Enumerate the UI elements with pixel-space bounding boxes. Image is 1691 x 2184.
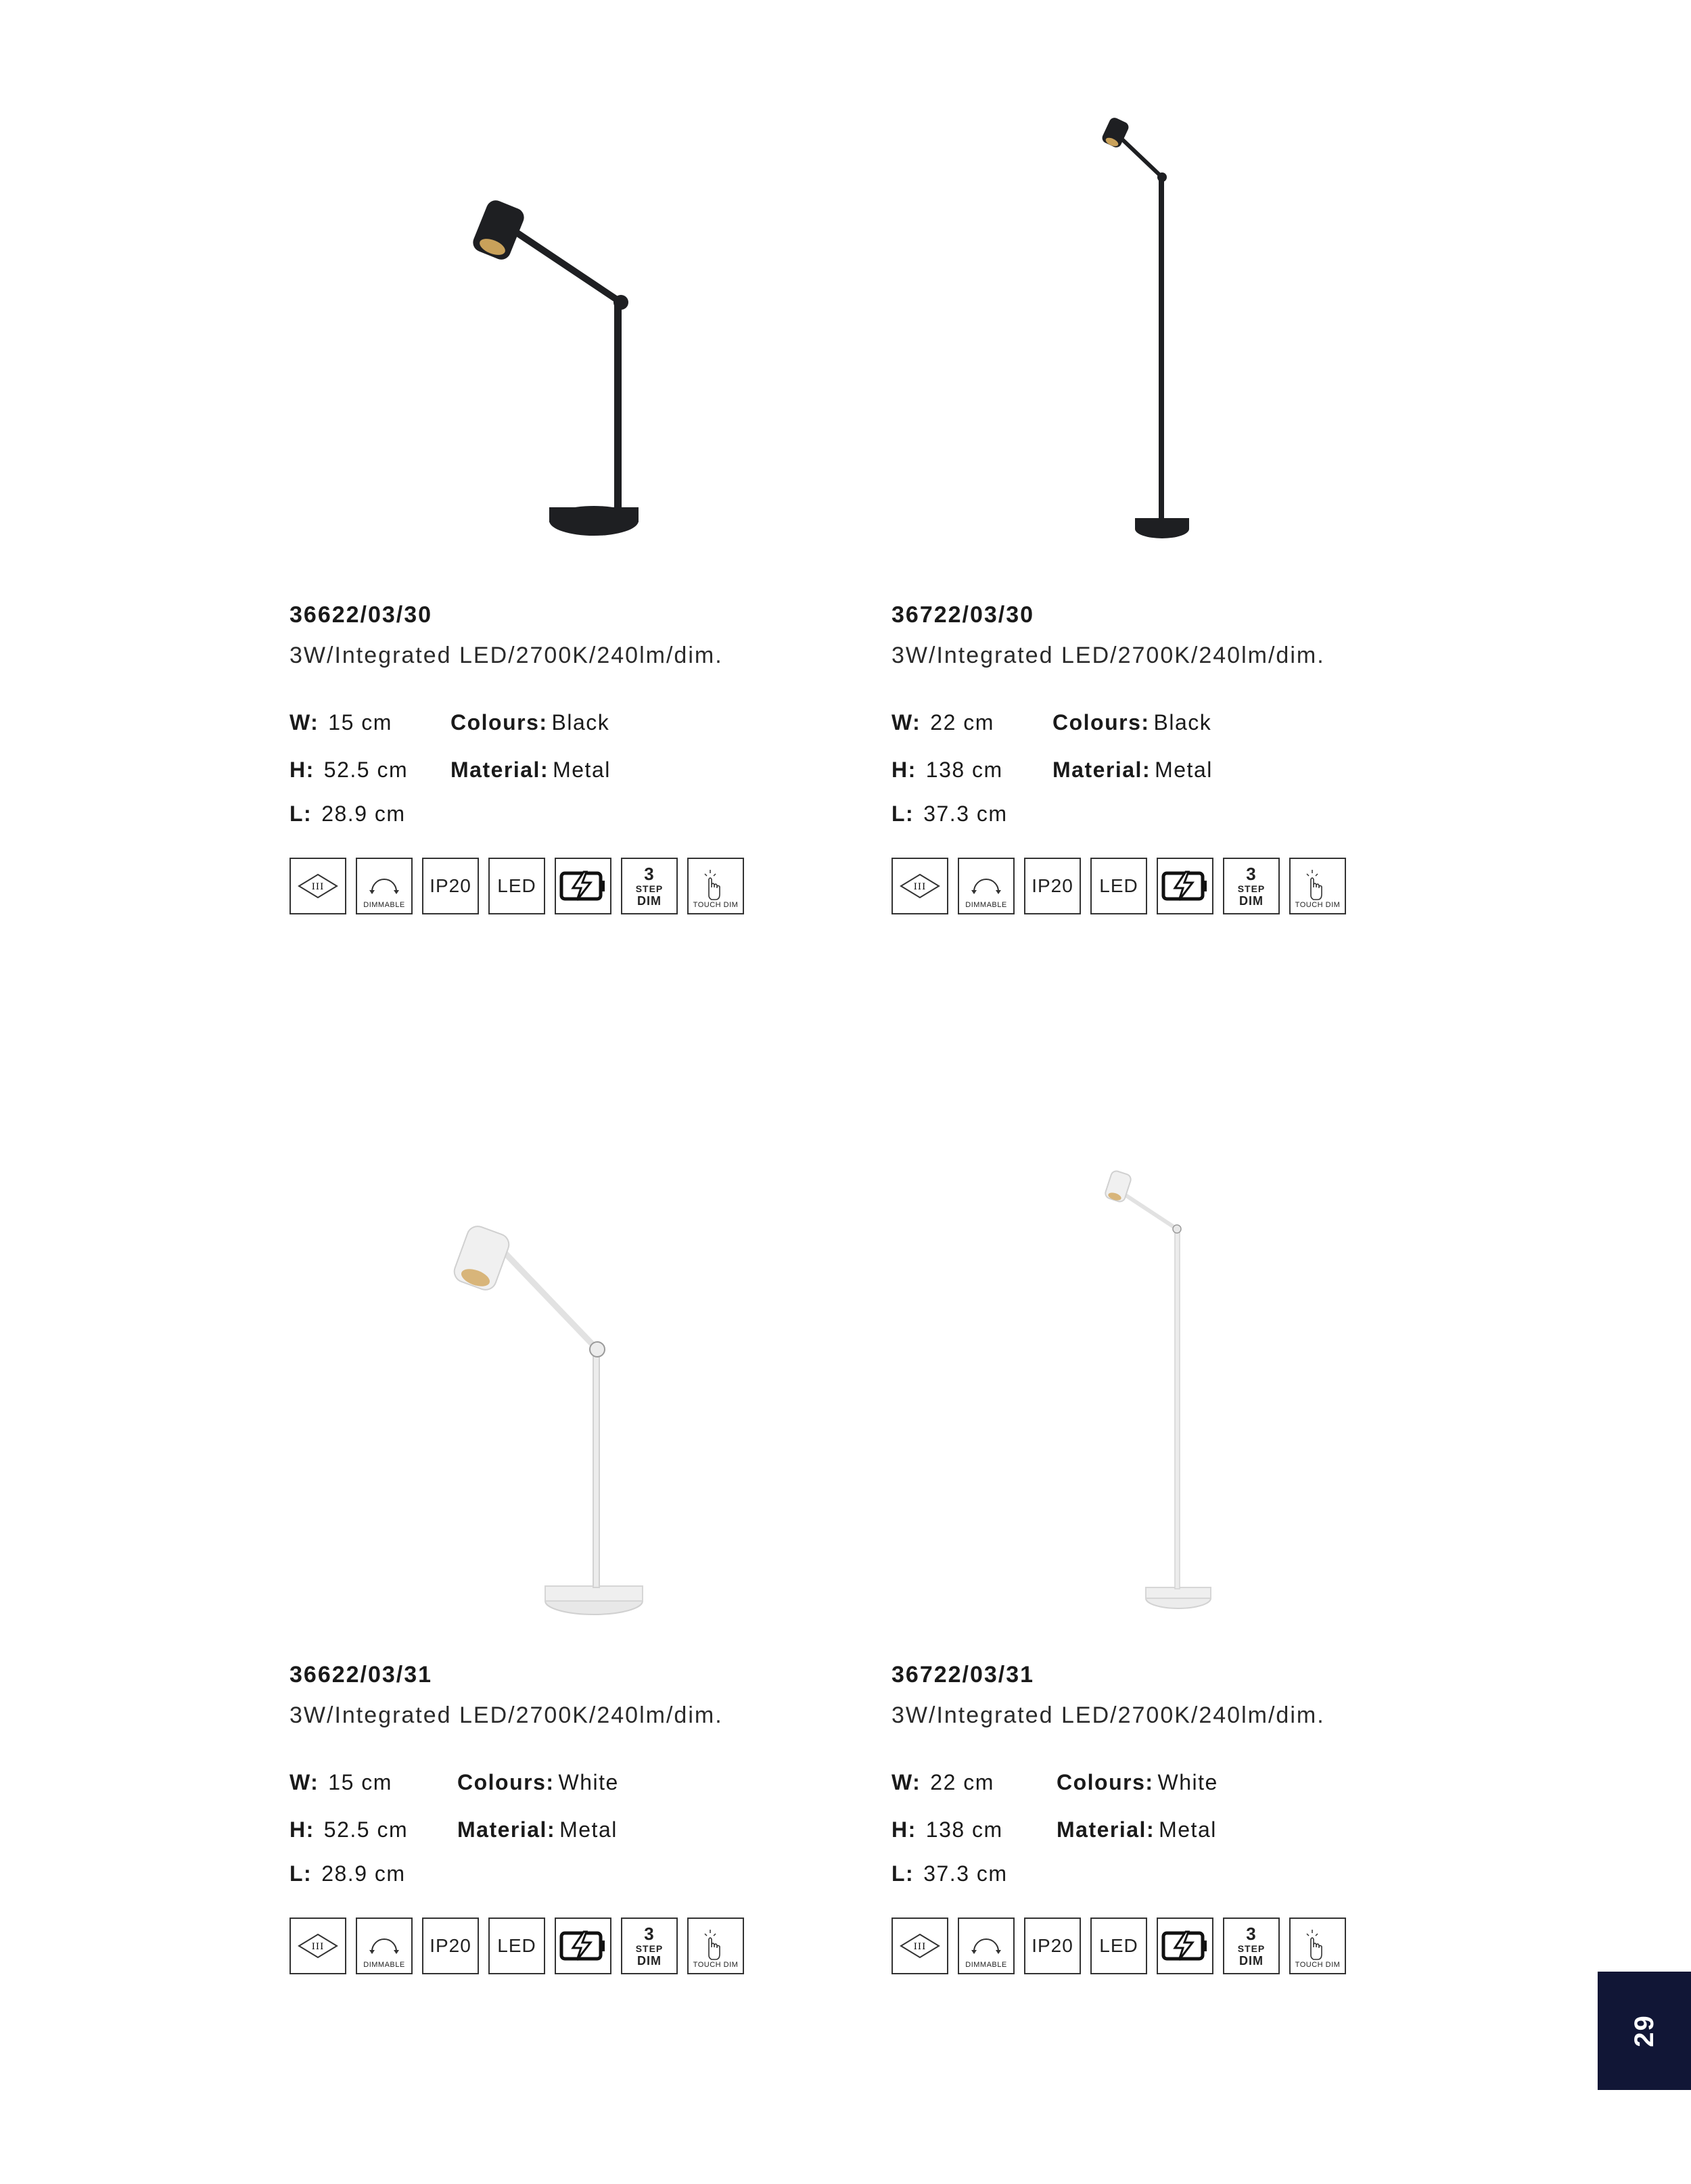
desk-lamp-image: [289, 0, 831, 582]
led-icon: LED: [488, 858, 545, 914]
length-row: L: 28.9 cm: [289, 801, 406, 826]
product-code: 36722/03/31: [891, 1662, 1035, 1688]
svg-text:III: III: [311, 1942, 325, 1952]
led-icon: LED: [1090, 1918, 1147, 1974]
product-spec: 3W/Integrated LED/2700K/240lm/dim.: [289, 1702, 723, 1728]
led-icon: LED: [1090, 858, 1147, 914]
colours-row: Colours: White: [1057, 1770, 1218, 1794]
product-code: 36722/03/30: [891, 602, 1035, 628]
floor-lamp-image: [891, 1060, 1433, 1642]
height-row: H: 138 cm: [891, 758, 1003, 782]
material-row: Material: Metal: [1057, 1817, 1217, 1842]
product-spec: 3W/Integrated LED/2700K/240lm/dim.: [289, 643, 723, 668]
material-row: Material: Metal: [450, 758, 611, 782]
svg-text:III: III: [311, 882, 325, 892]
page-number-tab: [1598, 1972, 1691, 2090]
desk-lamp-image: [289, 1060, 831, 1642]
class-3-icon: [891, 1918, 948, 1974]
svg-text:III: III: [913, 882, 927, 892]
page-number: 29: [1629, 2014, 1659, 2047]
3-step-dim-icon: 3 STEP DIM: [621, 1918, 678, 1974]
length-row: L: 28.9 cm: [289, 1861, 406, 1886]
dimmable-icon: DIMMABLE: [356, 858, 413, 914]
width-row: W: 22 cm: [891, 1770, 994, 1794]
svg-text:III: III: [913, 1942, 927, 1952]
height-row: H: 138 cm: [891, 1817, 1003, 1842]
floor-lamp-image: [891, 0, 1433, 582]
rechargeable-battery-icon: [1157, 858, 1213, 914]
colours-row: Colours: Black: [1052, 710, 1212, 735]
product-spec: 3W/Integrated LED/2700K/240lm/dim.: [891, 1702, 1325, 1728]
ip20-icon: IP20: [1024, 1918, 1081, 1974]
3-step-dim-icon: 3 STEP DIM: [621, 858, 678, 914]
rechargeable-battery-icon: [555, 1918, 611, 1974]
3-step-dim-icon: 3 STEP DIM: [1223, 1918, 1280, 1974]
touch-dim-icon: TOUCH DIM: [1289, 858, 1346, 914]
product-code: 36622/03/30: [289, 602, 433, 628]
height-row: H: 52.5 cm: [289, 758, 409, 782]
product-code: 36622/03/31: [289, 1662, 433, 1688]
colours-row: Colours: Black: [450, 710, 610, 735]
material-row: Material: Metal: [1052, 758, 1213, 782]
width-row: W: 22 cm: [891, 710, 994, 735]
class-3-icon: [289, 858, 346, 914]
length-row: L: 37.3 cm: [891, 1861, 1008, 1886]
length-row: L: 37.3 cm: [891, 801, 1008, 826]
class-3-icon: [289, 1918, 346, 1974]
dimmable-icon: DIMMABLE: [958, 858, 1015, 914]
led-icon: LED: [488, 1918, 545, 1974]
material-row: Material: Metal: [457, 1817, 618, 1842]
dimmable-icon: DIMMABLE: [958, 1918, 1015, 1974]
ip20-icon: IP20: [422, 1918, 479, 1974]
rechargeable-battery-icon: [1157, 1918, 1213, 1974]
product-spec: 3W/Integrated LED/2700K/240lm/dim.: [891, 643, 1325, 668]
ip20-icon: IP20: [1024, 858, 1081, 914]
dimmable-icon: DIMMABLE: [356, 1918, 413, 1974]
width-row: W: 15 cm: [289, 710, 392, 735]
3-step-dim-icon: 3 STEP DIM: [1223, 858, 1280, 914]
colours-row: Colours: White: [457, 1770, 619, 1794]
class-3-icon: [891, 858, 948, 914]
rechargeable-battery-icon: [555, 858, 611, 914]
ip20-icon: IP20: [422, 858, 479, 914]
touch-dim-icon: TOUCH DIM: [1289, 1918, 1346, 1974]
width-row: W: 15 cm: [289, 1770, 392, 1794]
touch-dim-icon: TOUCH DIM: [687, 1918, 744, 1974]
touch-dim-icon: TOUCH DIM: [687, 858, 744, 914]
height-row: H: 52.5 cm: [289, 1817, 409, 1842]
